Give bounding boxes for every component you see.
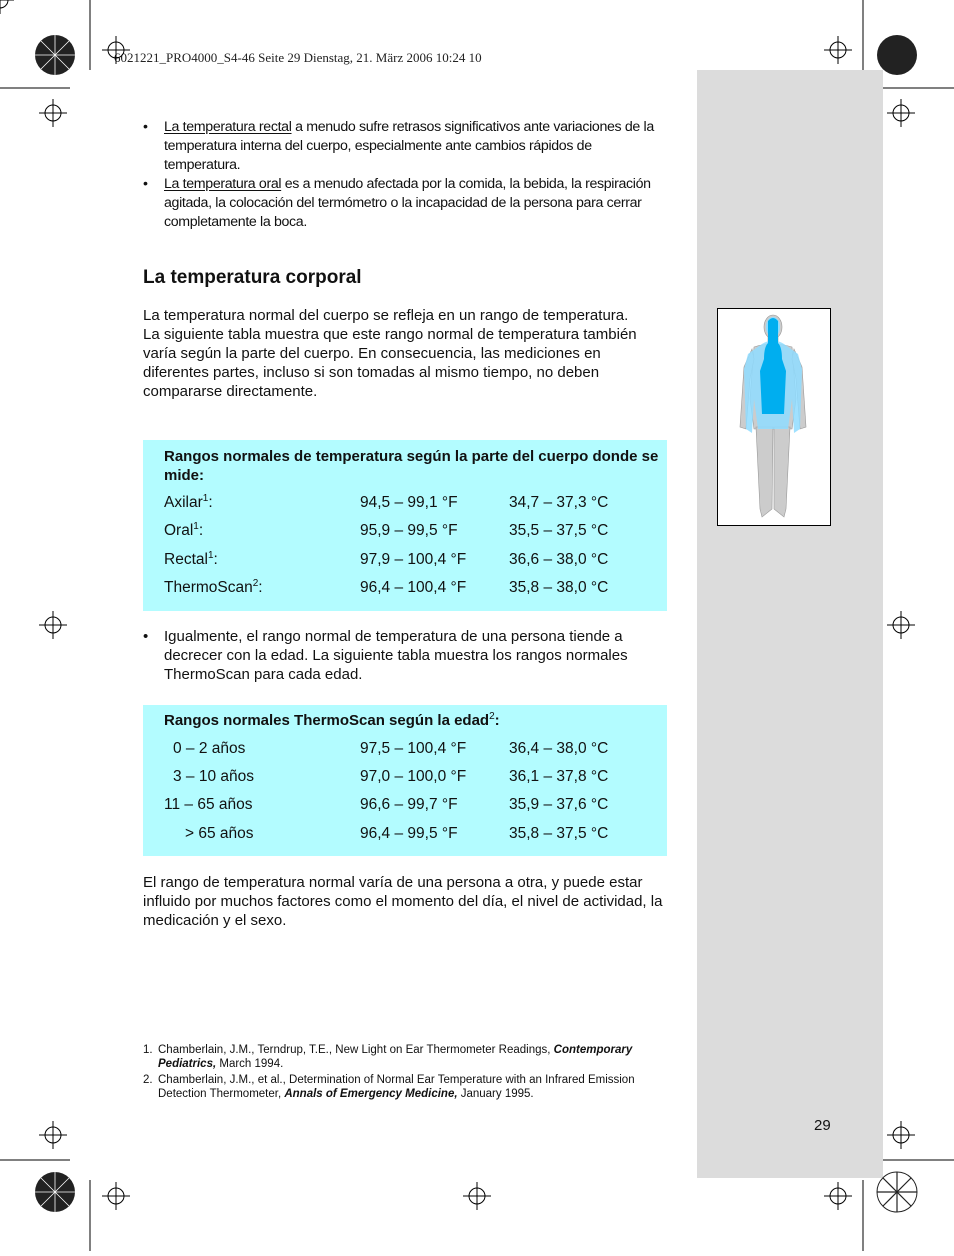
bullet-dot: • xyxy=(143,628,149,645)
fahrenheit-cell: 94,5 – 99,1 °F xyxy=(360,494,458,511)
fahrenheit-cell: 96,4 – 99,5 °F xyxy=(360,825,458,842)
site-cell: Rectal$^1$: xyxy=(164,550,218,568)
celsius-cell: 35,9 – 37,6 °C xyxy=(509,796,609,813)
age-cell: 3 – 10 años xyxy=(173,768,255,785)
footnote-2: 2. Chamberlain, J.M., et al., Determination of Normal Ear Temperature with an Infrared Emission Detection Thermometer, Annals of Emergency Medicine, January 1995. xyxy=(143,1074,635,1100)
age-bullet-text: Igualmente, el rango normal de temperatura de una persona tiende a decrecer con la edad. La siguiente tabla muestra los rangos normales ThermoScan para cada edad. xyxy=(164,628,628,683)
celsius-cell: 36,1 – 37,8 °C xyxy=(509,768,609,785)
celsius-cell: 36,4 – 38,0 °C xyxy=(509,740,609,757)
fahrenheit-cell: 96,6 – 99,7 °F xyxy=(360,796,458,813)
bullet-rectal-term: La temperatura rectal xyxy=(164,119,292,135)
age-cell: > 65 años xyxy=(185,825,254,842)
page-number: 29 xyxy=(814,1117,831,1134)
closing-paragraph: El rango de temperatura normal varía de una persona a otra, y puede estar influido por muchos factores como el momento del día, el nivel de actividad, la medicación y el sexo. xyxy=(143,874,663,929)
fahrenheit-cell: 97,9 – 100,4 °F xyxy=(360,551,467,568)
intro-paragraph-2: La siguiente tabla muestra que este rango normal de temperatura también varía según la parte del cuerpo. En consecuencia, las mediciones en diferentes partes, incluso si son tomadas al mismo tiempo, no deben compararse directamente. xyxy=(143,326,637,400)
fahrenheit-cell: 95,9 – 99,5 °F xyxy=(360,522,458,539)
footnote-1: 1. Chamberlain, J.M., Terndrup, T.E., New Light on Ear Thermometer Readings, Contemporary Pediatrics, March 1994. xyxy=(143,1044,633,1070)
site-cell: ThermoScan$^2$: xyxy=(164,578,263,596)
celsius-cell: 35,5 – 37,5 °C xyxy=(509,522,609,539)
bullet-dot: • xyxy=(143,119,148,135)
celsius-cell: 35,8 – 38,0 °C xyxy=(509,579,609,596)
fahrenheit-cell: 96,4 – 100,4 °F xyxy=(360,579,467,596)
fahrenheit-cell: 97,5 – 100,4 °F xyxy=(360,740,467,757)
celsius-cell: 34,7 – 37,3 °C xyxy=(509,494,609,511)
bullet-dot: • xyxy=(143,176,148,192)
celsius-cell: 36,6 – 38,0 °C xyxy=(509,551,609,568)
bullet-rectal-text: a menudo sufre retrasos significativos ante variaciones de la temperatura interna del cuerpo, especialmente ante cambios rápidos de temperatura. xyxy=(164,119,654,173)
celsius-cell: 35,8 – 37,5 °C xyxy=(509,825,609,842)
print-header: 6021221_PRO4000_S4-46 Seite 29 Dienstag, 21. März 2006 10:24 10 xyxy=(114,50,482,65)
bullet-oral-term: La temperatura oral xyxy=(164,176,282,192)
age-cell: 11 – 65 años xyxy=(164,796,253,813)
intro-paragraph-1: La temperatura normal del cuerpo se refleja en un rango de temperatura. xyxy=(143,307,629,324)
age-cell: 0 – 2 años xyxy=(173,740,246,757)
table-title: Rangos normales ThermoScan según la edad$^2$: xyxy=(164,711,500,729)
fahrenheit-cell: 97,0 – 100,0 °F xyxy=(360,768,467,785)
bullet-oral-text: es a menudo afectada por la comida, la bebida, la respiración agitada, la colocación del termómetro o la incapacidad de la persona para cerrar completamente la boca. xyxy=(164,176,651,230)
section-title: La temperatura corporal xyxy=(143,267,362,288)
site-cell: Oral$^1$: xyxy=(164,521,204,539)
table-title: Rangos normales de temperatura según la parte del cuerpo donde se mide: xyxy=(164,448,659,484)
site-cell: Axilar$^1$: xyxy=(164,493,213,511)
